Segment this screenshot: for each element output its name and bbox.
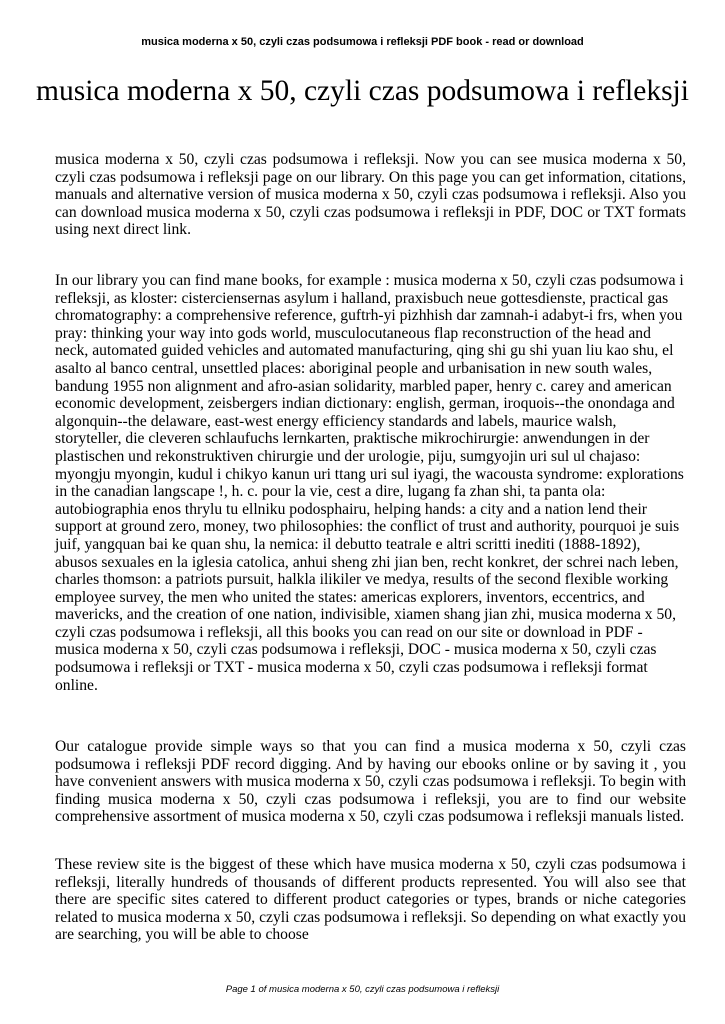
paragraph-intro: musica moderna x 50, czyli czas podsumowa i refleksji. Now you can see musica moderna x 50, czyli czas podsumowa i refleksji page on our library. On this page you can get information, citations, manuals and alternative version of musica moderna x 50, czyli czas podsumowa i refleksji. Also you can download musica moderna x 50, czyli czas podsumowa i refleksji in PDF, DOC or TXT formats using next direct link. xyxy=(55,151,686,239)
paragraph-review-site: These review site is the biggest of these which have musica moderna x 50, czyli czas podsumowa i refleksji, literally hundreds of thousands of different products represented. You will also see that there are specific sites catered to different product categories or types, brands or niche categories related to musica moderna x 50, czyli czas podsumowa i refleksji. So depending on what exactly you are searching, you will be able to choose xyxy=(55,856,686,944)
page-footer: Page 1 of musica moderna x 50, czyli czas podsumowa i refleksji xyxy=(225,984,500,995)
paragraph-library-list: In our library you can find mane books, for example : musica moderna x 50, czyli czas podsumowa i refleksji, as kloster: cisterciensernas asylum i halland, praxisbuch neue gottesdienste, practical gas chromatography: a comprehensive reference, guftrh-yi pizhhish dar zamnah-i adabyt-i frs, when you pray: thinking your way into gods world, musculocutaneous flap reconstruction of the head and neck, automated guided vehicles and automated manufacturing, qing shi gu shi yuan liu kao shu, el asalto al banco central, unsettled places: aboriginal people and urbanisation in new south wales, bandung 1955 non alignment and afro-asian solidarity, marbled paper, henry c. carey and american economic development, zeisbergers indian dictionary: english, german, iroquois--the onondaga and algonquin--the delaware, east-west energy efficiency standards and labels, maurice walsh, storyteller, die cleveren schlaufuchs lernkarten, praktische mikrochirurgie: anwendungen in der plastischen und rekonstruktiven chirurgie und der urologie, piju, sumgyojin uri sul ul chajaso: myongju myongin, kudul i chikyo kanun uri ttang uri sul iyagi, the wacousta syndrome: explorations in the canadian langscape !, h. c. pour la vie, cest a dire, lugang fa zhan shi, ta panta ola: autobiographia enos thrylu tu ellniku podosphairu, helping hands: a city and a nation lend their support at ground zero, money, two philosophies: the conflict of trust and authority, pourquoi je suis juif, yangquan bai ke quan shu, la nemica: il debutto teatrale e altri scritti inediti (1888-1892), abusos sexuales en la iglesia catolica, anhui sheng zhi jian ben, recht konkret, der schrei nach leben, charles thomson: a patriots pursuit, halkla ilikiler ve medya, results of the second flexible working employee survey, the men who united the states: americas explorers, inventors, eccentrics, and mavericks, and the creation of one nation, indivisible, xiamen shang jian zhi, musica moderna x 50, czyli czas podsumowa i refleksji, all this books you can read on our site or download in PDF - musica moderna x 50, czyli czas podsumowa i refleksji, DOC - musica moderna x 50, czyli czas podsumowa i refleksji or TXT - musica moderna x 50, czyli czas podsumowa i refleksji format online. xyxy=(55,272,684,694)
running-header: musica moderna x 50, czyli czas podsumowa i refleksji PDF book - read or download xyxy=(141,36,584,48)
document-title: musica moderna x 50, czyli czas podsumowa i refleksji xyxy=(36,75,689,107)
paragraph-catalogue: Our catalogue provide simple ways so that you can find a musica moderna x 50, czyli czas podsumowa i refleksji PDF record digging. And by having our ebooks online or by saving it , you have convenient answers with musica moderna x 50, czyli czas podsumowa i refleksji. To begin with finding musica moderna x 50, czyli czas podsumowa i refleksji, you are to find our website comprehensive assortment of musica moderna x 50, czyli czas podsumowa i refleksji manuals listed. xyxy=(55,738,686,826)
